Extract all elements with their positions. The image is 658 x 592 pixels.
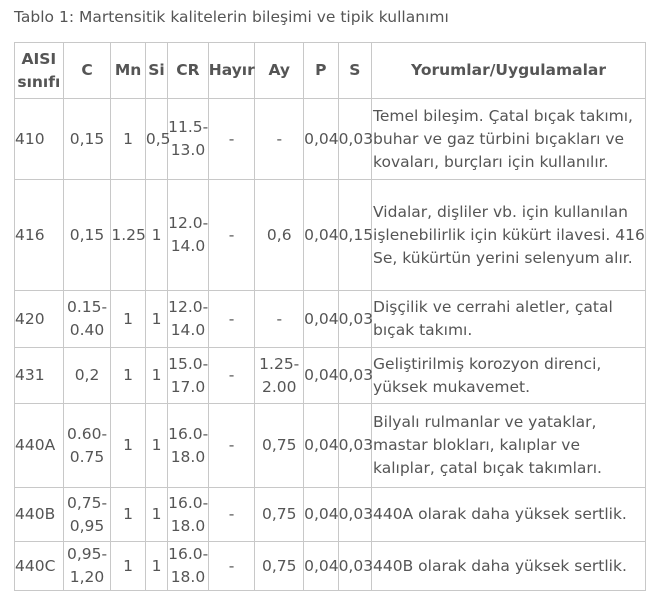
cell-mn: 1 <box>111 488 145 542</box>
header-p: P <box>304 43 338 99</box>
cell-hayir: - <box>208 488 255 542</box>
cell-ay: 0,75 <box>255 404 304 488</box>
table-row <box>15 291 646 348</box>
header-aisi: AISI sınıfı <box>15 43 64 99</box>
cell-cr: 12.0- 14.0 <box>168 180 209 291</box>
table-row <box>15 180 646 291</box>
table-row <box>15 348 646 404</box>
header-ay: Ay <box>255 43 304 99</box>
cell-s: 0,03 <box>338 99 371 180</box>
cell-s: 0,15 <box>338 180 371 291</box>
header-mn: Mn <box>111 43 145 99</box>
cell-si: 1 <box>145 348 167 404</box>
cell-mn: 1 <box>111 542 145 591</box>
cell-notes: Dişçilik ve cerrahi aletler, çatal bıçak takımı. <box>372 291 646 348</box>
cell-notes: Temel bileşim. Çatal bıçak takımı, buhar ve gaz türbini bıçakları ve kovaları, burçları için kullanılır. <box>372 99 646 180</box>
cell-hayir: - <box>208 542 255 591</box>
table-header-row <box>15 43 646 99</box>
header-s: S <box>338 43 371 99</box>
cell-c: 0,15 <box>63 180 111 291</box>
cell-c: 0,75- 0,95 <box>63 488 111 542</box>
cell-aisi: 440B <box>15 488 64 542</box>
cell-p: 0,04 <box>304 404 338 488</box>
cell-c: 0.15- 0.40 <box>63 291 111 348</box>
cell-si: 1 <box>145 291 167 348</box>
cell-ay: 0,6 <box>255 180 304 291</box>
header-notes: Yorumlar/Uygulamalar <box>372 43 646 99</box>
header-hayir: Hayır <box>208 43 255 99</box>
cell-si: 1 <box>145 180 167 291</box>
cell-notes: Vidalar, dişliler vb. için kullanılan işlenebilirlik için kükürt ilavesi. 416 Se, kükürtün yerini selenyum alır. <box>372 180 646 291</box>
cell-s: 0,03 <box>338 291 371 348</box>
cell-aisi: 431 <box>15 348 64 404</box>
cell-mn: 1 <box>111 99 145 180</box>
cell-c: 0,95- 1,20 <box>63 542 111 591</box>
table-row <box>15 404 646 488</box>
cell-p: 0,04 <box>304 180 338 291</box>
cell-aisi: 440A <box>15 404 64 488</box>
header-cr: CR <box>168 43 209 99</box>
cell-c: 0,2 <box>63 348 111 404</box>
cell-ay: 0,75 <box>255 488 304 542</box>
cell-si: 1 <box>145 488 167 542</box>
cell-hayir: - <box>208 404 255 488</box>
header-si: Si <box>145 43 167 99</box>
cell-notes: 440A olarak daha yüksek sertlik. <box>372 488 646 542</box>
cell-aisi: 416 <box>15 180 64 291</box>
cell-notes: Geliştirilmiş korozyon direnci, yüksek mukavemet. <box>372 348 646 404</box>
table-row <box>15 542 646 591</box>
cell-s: 0,03 <box>338 348 371 404</box>
cell-cr: 16.0- 18.0 <box>168 542 209 591</box>
cell-c: 0.60- 0.75 <box>63 404 111 488</box>
cell-p: 0,04 <box>304 291 338 348</box>
cell-ay: 0,75 <box>255 542 304 591</box>
cell-si: 1 <box>145 542 167 591</box>
cell-mn: 1 <box>111 348 145 404</box>
header-c: C <box>63 43 111 99</box>
cell-hayir: - <box>208 99 255 180</box>
cell-aisi: 440C <box>15 542 64 591</box>
cell-cr: 15.0- 17.0 <box>168 348 209 404</box>
cell-mn: 1 <box>111 404 145 488</box>
cell-ay: - <box>255 99 304 180</box>
cell-s: 0,03 <box>338 488 371 542</box>
table-row <box>15 99 646 180</box>
cell-aisi: 410 <box>15 99 64 180</box>
cell-cr: 11.5- 13.0 <box>168 99 209 180</box>
cell-cr: 12.0- 14.0 <box>168 291 209 348</box>
cell-hayir: - <box>208 180 255 291</box>
cell-c: 0,15 <box>63 99 111 180</box>
cell-p: 0,04 <box>304 348 338 404</box>
table-row <box>15 488 646 542</box>
cell-si: 1 <box>145 404 167 488</box>
cell-cr: 16.0- 18.0 <box>168 488 209 542</box>
cell-p: 0,04 <box>304 488 338 542</box>
cell-ay: - <box>255 291 304 348</box>
cell-s: 0,03 <box>338 542 371 591</box>
cell-s: 0,03 <box>338 404 371 488</box>
cell-si: 0,5 <box>145 99 167 180</box>
cell-p: 0,04 <box>304 542 338 591</box>
table-caption: Tablo 1: Martensitik kalitelerin bileşimi ve tipik kullanımı <box>14 8 449 26</box>
cell-cr: 16.0- 18.0 <box>168 404 209 488</box>
cell-notes: Bilyalı rulmanlar ve yataklar, mastar blokları, kalıplar ve kalıplar, çatal bıçak takımları. <box>372 404 646 488</box>
cell-mn: 1 <box>111 291 145 348</box>
cell-p: 0,04 <box>304 99 338 180</box>
cell-hayir: - <box>208 348 255 404</box>
cell-notes: 440B olarak daha yüksek sertlik. <box>372 542 646 591</box>
martensitic-grades-table <box>14 42 646 591</box>
cell-hayir: - <box>208 291 255 348</box>
cell-aisi: 420 <box>15 291 64 348</box>
cell-ay: 1.25- 2.00 <box>255 348 304 404</box>
cell-mn: 1.25 <box>111 180 145 291</box>
